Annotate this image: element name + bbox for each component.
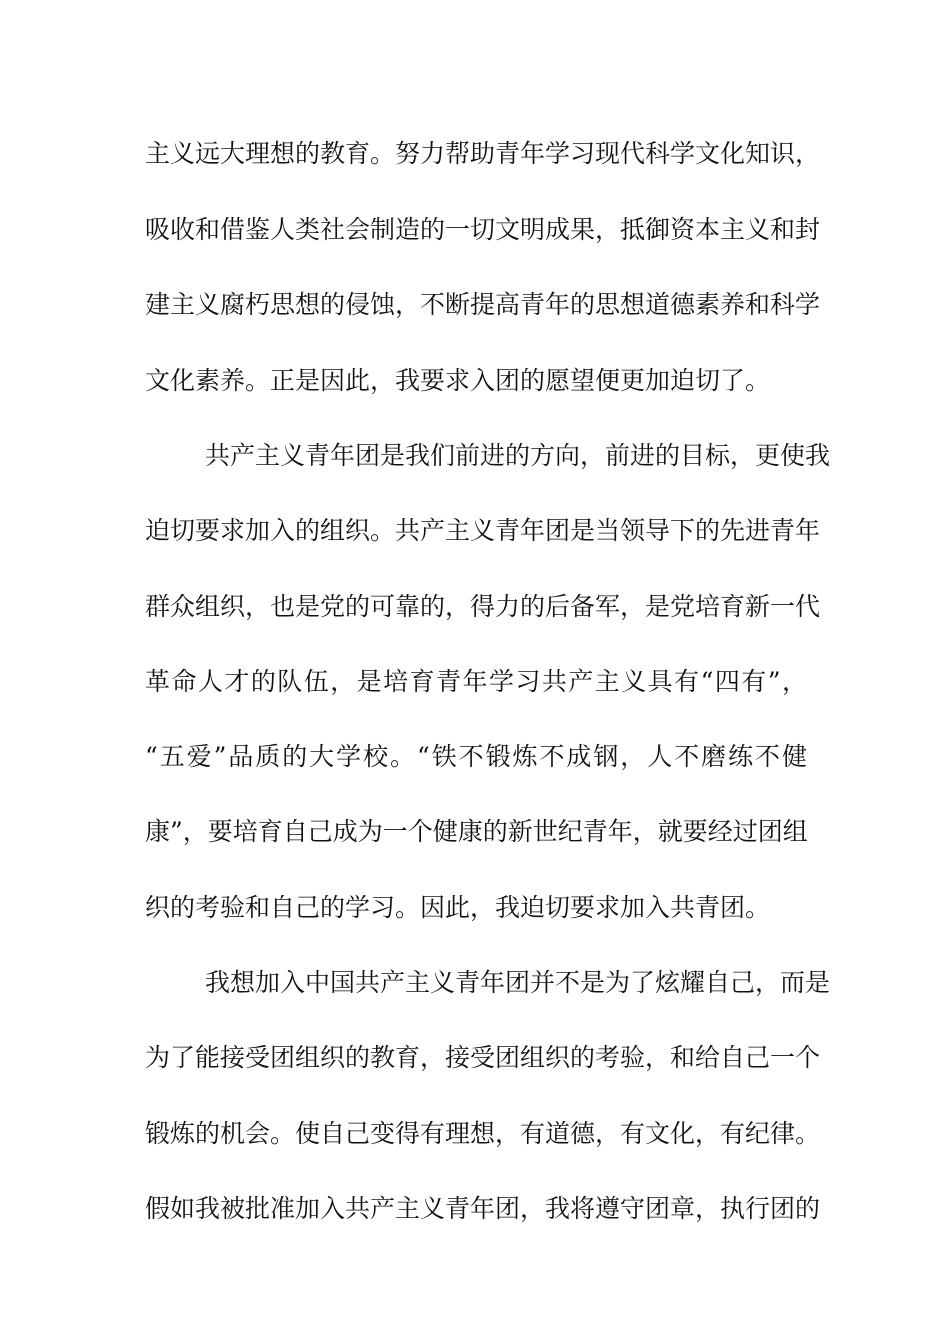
text-line-7: 群众组织，也是党的可靠的，得力的后备军，是党培育新一代 [145, 592, 821, 621]
text-line-2: 吸收和借鉴人类社会制造的一切文明成果，抵御资本主义和封 [145, 215, 821, 244]
text-line-10: 康”，要培育自己成为一个健康的新世纪青年，就要经过团组 [145, 817, 808, 846]
text-line-1: 主义远大理想的教育。努力帮助青年学习现代科学文化知识， [145, 139, 821, 168]
text-line-6: 迫切要求加入的组织。共产主义青年团是当领导下的先进青年 [145, 516, 821, 545]
text-line-14: 锻炼的机会。使自己变得有理想，有道德，有文化，有纪律。 [145, 1119, 821, 1148]
text-line-15: 假如我被批准加入共产主义青年团，我将遵守团章，执行团的 [145, 1194, 821, 1223]
text-line-4: 文化素养。正是因此，我要求入团的愿望便更加迫切了。 [145, 366, 771, 395]
text-line-13: 为了能接受团组织的教育，接受团组织的考验，和给自己一个 [145, 1043, 821, 1072]
text-line-12: 我想加入中国共产主义青年团并不是为了炫耀自己，而是 [205, 968, 831, 997]
text-line-9: “五爱”品质的大学校。“铁不锻炼不成钢，人不磨练不健 [145, 742, 807, 771]
text-line-11: 织的考验和自己的学习。因此，我迫切要求加入共青团。 [145, 893, 771, 922]
text-line-8: 革命人才的队伍，是培育青年学习共产主义具有“四有”， [145, 667, 807, 696]
text-line-3: 建主义腐朽思想的侵蚀，不断提高青年的思想道德素养和科学 [145, 290, 821, 319]
text-line-5: 共产主义青年团是我们前进的方向，前进的目标，更使我 [205, 441, 831, 470]
